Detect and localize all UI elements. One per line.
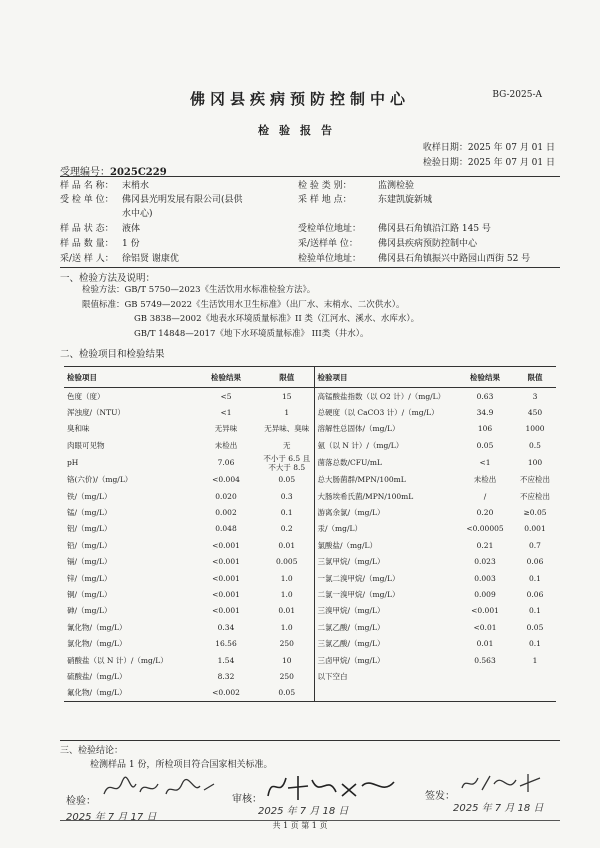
table-row: [64, 472, 556, 488]
info-key: 检验单位地址：: [298, 254, 362, 264]
item-limit: 不小于 6.5 且不大于 8.5: [263, 453, 311, 472]
tester-date: 2025 年 7 月 17 日: [66, 812, 157, 823]
item-result: 0.048: [215, 524, 237, 534]
item-result: 0.563: [474, 655, 496, 665]
item-name: 汞/（mg/L）: [314, 521, 456, 537]
item-name: 臭和味: [67, 424, 90, 434]
item-name: 锌/（mg/L）: [67, 573, 112, 583]
item-limit: 450: [527, 408, 543, 418]
item-name: 铜/（mg/L）: [67, 589, 112, 599]
item-name: 高锰酸盐指数（以 O2 计）/（mg/L）: [314, 388, 456, 405]
table-row: [64, 421, 556, 437]
item-result: <0.001: [212, 540, 240, 550]
item-name: [314, 685, 456, 702]
item-limit: 0.3: [280, 491, 293, 501]
info-value: 1 份: [122, 239, 140, 249]
item-result: 106: [477, 424, 493, 434]
item-limit: 0.1: [280, 508, 293, 518]
info-value: 佛冈县光明发展有限公司(县供: [122, 195, 243, 205]
item-name: 镉/（mg/L）: [67, 557, 112, 567]
item-limit: 不应检出: [520, 475, 550, 485]
item-limit: 0.06: [526, 589, 544, 599]
item-result: 1.54: [217, 655, 235, 665]
reviewer-signature: [262, 770, 402, 802]
item-limit: 0.7: [529, 540, 541, 550]
item-limit: 0.001: [524, 524, 546, 534]
info-key: 受 检 单 位：: [60, 195, 114, 205]
item-limit: 0.1: [529, 606, 541, 616]
table-row: [64, 586, 556, 602]
item-result: 0.01: [476, 639, 494, 649]
item-name: 铁/（mg/L）: [67, 491, 112, 501]
item-result: <5: [220, 391, 232, 401]
item-name: 氯酸盐/（mg/L）: [314, 537, 456, 553]
item-result: [456, 668, 514, 684]
info-key: 采/送样单 位：: [298, 239, 358, 249]
item-limit: 100: [527, 458, 543, 468]
item-name: 三氯甲烷/（mg/L）: [314, 554, 456, 570]
item-limit: 0.2: [280, 524, 293, 534]
table-row: [64, 537, 556, 553]
item-result: 0.21: [476, 540, 494, 550]
methods-heading: 一、检验方法及说明：: [60, 273, 156, 284]
table-row: [64, 685, 556, 702]
item-result: 未检出: [473, 475, 497, 485]
method-text: GB 5749—2022《生活饮用水卫生标准》（出厂水、末梢水、二次供水）。: [124, 299, 405, 310]
table-row: [64, 454, 556, 472]
item-limit: 0.1: [529, 573, 541, 583]
table-row: [64, 652, 556, 668]
col-header: 检验项目: [64, 367, 192, 388]
item-result: <0.001: [212, 573, 240, 583]
info-key: 检 验 类 别：: [298, 181, 352, 191]
item-result: 8.32: [217, 671, 235, 681]
col-header: 检验结果: [456, 367, 514, 388]
table-row: [64, 488, 556, 504]
item-name: 铝/（mg/L）: [67, 524, 112, 534]
accept-value: 2025C229: [110, 167, 167, 178]
results-table: [64, 366, 556, 702]
table-row: [64, 635, 556, 651]
item-name: 一氯二溴甲烷/（mg/L）: [314, 570, 456, 586]
approver-label: 签发：: [425, 791, 455, 802]
col-header: 限值: [514, 367, 556, 388]
item-name: 溶解性总固体/（mg/L）: [314, 421, 456, 437]
table-row: [64, 388, 556, 405]
divider-results: [60, 740, 560, 741]
item-limit: 0.005: [276, 557, 298, 567]
table-row: [64, 619, 556, 635]
info-value: 东建凯旋新城: [378, 195, 433, 205]
approver-date: 2025 年 7 月 18 日: [453, 803, 544, 814]
date-block: [423, 141, 555, 171]
item-limit: 10: [281, 655, 292, 665]
info-value: 液体: [122, 224, 141, 234]
table-row: [64, 570, 556, 586]
item-result: 0.34: [217, 622, 235, 632]
item-result: 0.63: [476, 391, 494, 401]
item-name: 总大肠菌群/MPN/100mL: [314, 472, 456, 488]
item-limit: 0.5: [529, 440, 541, 450]
item-name: 氨（以 N 计）/（mg/L）: [314, 437, 456, 453]
item-name: 锰/（mg/L）: [67, 508, 112, 518]
item-limit: 无: [283, 440, 291, 450]
item-limit: 1.0: [280, 573, 293, 583]
item-limit: 0.01: [278, 540, 296, 550]
item-result: 无异味: [214, 424, 238, 434]
method-text: GB/T 14848—2017《地下水环境质量标准》 III类（井水）。: [134, 328, 369, 339]
item-result: 16.56: [215, 639, 237, 649]
item-result: 0.023: [474, 557, 496, 567]
info-key: 受检单位地址：: [298, 224, 362, 234]
info-value: 监测检验: [378, 181, 415, 191]
item-name: 肉眼可见物: [67, 440, 105, 450]
item-result: <0.01: [473, 622, 497, 632]
item-name: 以下空白: [314, 668, 456, 684]
item-limit: 0.1: [529, 639, 541, 649]
item-name: 三氯乙酸/（mg/L）: [314, 635, 456, 651]
item-result: 0.020: [215, 491, 237, 501]
reviewer-date: 2025 年 7 月 18 日: [258, 806, 349, 817]
item-name: pH: [67, 458, 79, 468]
item-limit: [514, 668, 556, 684]
reviewer-label: 审核：: [232, 794, 262, 805]
item-name: 游离余氯/（mg/L）: [314, 504, 456, 520]
divider-info: [60, 267, 560, 268]
table-row: [64, 521, 556, 537]
item-name: 二氯乙酸/（mg/L）: [314, 619, 456, 635]
item-name: 菌落总数/CFU/mL: [314, 454, 456, 472]
approver-sign: [425, 787, 455, 802]
item-result: <0.002: [212, 688, 240, 698]
item-result: <0.001: [212, 589, 240, 599]
item-result: <0.001: [471, 606, 499, 616]
item-name: 氟化物/（mg/L）: [67, 688, 127, 698]
info-key: 采 样 地 点：: [298, 195, 352, 205]
table-row: [64, 603, 556, 619]
item-result: <0.001: [212, 606, 240, 616]
item-limit: 0.05: [526, 622, 544, 632]
item-name: 砷/（mg/L）: [67, 606, 112, 616]
info-key: 样 品 状 态：: [60, 224, 114, 234]
tester-label: 检验：: [66, 796, 96, 807]
item-limit: 3: [532, 391, 538, 401]
info-key: 样 品 数 量：: [60, 239, 114, 249]
item-name: 氯化物/（mg/L）: [67, 639, 127, 649]
info-value: 佛冈县疾病预防控制中心: [378, 239, 478, 249]
info-value: 佛冈县石角镇沿江路 145 号: [378, 224, 491, 234]
item-limit: 250: [279, 671, 294, 681]
item-limit: 无异味、臭味: [264, 424, 310, 434]
item-result: <0.004: [212, 475, 240, 485]
item-result: 34.9: [476, 408, 494, 418]
item-result: <0.001: [212, 557, 240, 567]
item-name: 硫酸盐/（mg/L）: [67, 671, 127, 681]
approver-signature: [458, 768, 548, 796]
item-name: 浑浊度/（NTU）: [67, 408, 125, 418]
info-key: 采/送 样 人：: [60, 254, 114, 264]
item-result: 未检出: [214, 440, 238, 450]
table-row: [64, 404, 556, 420]
item-name: 三卤甲烷/（mg/L）: [314, 652, 456, 668]
received-date: 收样日期：2025 年 07 月 01 日: [422, 143, 555, 153]
conclusion-text: 检测样品 1 份，所检项目符合国家相关标准。: [90, 760, 273, 770]
tester-signature: [100, 772, 220, 802]
info-value: 徐铝贤 谢康优: [122, 254, 179, 264]
item-name: 色度（度）: [67, 391, 105, 401]
results-heading: 二、检验项目和检验结果: [60, 349, 165, 360]
item-limit: 0.06: [526, 557, 544, 567]
item-result: 7.06: [217, 458, 235, 468]
item-limit: 1000: [525, 424, 545, 434]
table-row: [64, 504, 556, 520]
item-result: 0.003: [474, 573, 496, 583]
page-number: 共 1 页 第 1 页: [272, 821, 328, 830]
item-limit: [514, 685, 556, 702]
item-limit: 250: [279, 639, 294, 649]
info-value: 佛冈县石角镇振兴中路园山西街 52 号: [378, 254, 531, 264]
item-result: [456, 685, 514, 702]
item-result: 0.009: [474, 589, 496, 599]
item-name: 三溴甲烷/（mg/L）: [314, 603, 456, 619]
item-name: 大肠埃希氏菌/MPN/100mL: [314, 488, 456, 504]
item-limit: 0.05: [278, 688, 296, 698]
method-text: GB 3838—2002《地表水环境质量标准》II 类（江河水、溪水、水库水）。: [134, 314, 420, 324]
report-code: BG-2025-A: [492, 90, 542, 100]
tester-sign: [66, 792, 96, 807]
item-name: 二氯一溴甲烷/（mg/L）: [314, 586, 456, 602]
item-result: 0.002: [215, 508, 237, 518]
col-header: 检验项目: [314, 367, 456, 388]
item-limit: ≥0.05: [523, 508, 547, 518]
report-subtitle: 检验报告: [258, 124, 342, 137]
info-value: 水中心): [122, 209, 153, 219]
info-key: 样 品 名 称：: [60, 181, 114, 191]
item-result: <1: [479, 458, 491, 468]
accept-label: 受理编号：: [60, 167, 110, 178]
item-limit: 1.0: [280, 589, 293, 599]
table-row: [64, 554, 556, 570]
conclusion-heading: 三、检验结论：: [60, 746, 124, 756]
item-limit: 1: [532, 655, 538, 665]
item-limit: 15: [281, 391, 292, 401]
divider-top: [60, 176, 560, 177]
test-date: 检验日期：2025 年 07 月 01 日: [422, 158, 555, 168]
item-result: 0.20: [476, 508, 494, 518]
table-row: [64, 668, 556, 684]
item-result: <0.00005: [466, 524, 504, 534]
item-limit: 0.01: [278, 606, 296, 616]
info-value: 末梢水: [122, 181, 150, 191]
item-limit: 1.0: [280, 622, 293, 632]
methods-block: [82, 283, 419, 341]
col-header: 检验结果: [192, 367, 260, 388]
item-name: 总硬度（以 CaCO3 计）/（mg/L）: [314, 404, 456, 420]
item-name: 铬(六价)/（mg/L）: [67, 475, 133, 485]
method-label: 限值标准：: [82, 299, 125, 310]
table-header-row: [64, 367, 556, 388]
method-label: 检验方法：: [82, 285, 125, 295]
org-title: 佛冈县疾病预防控制中心: [189, 90, 410, 108]
item-result: <1: [220, 408, 232, 418]
item-limit: 0.05: [278, 475, 296, 485]
item-name: 铅/（mg/L）: [67, 540, 112, 550]
item-name: 硝酸盐（以 N 计）/（mg/L）: [67, 655, 168, 665]
method-text: GB/T 5750—2023《生活饮用水标准检验方法》。: [124, 285, 316, 295]
item-limit: 1: [284, 408, 290, 418]
item-name: 氰化物/（mg/L）: [67, 622, 127, 632]
item-limit: 不应检出: [520, 491, 550, 501]
col-header: 限值: [260, 367, 314, 388]
item-result: 0.05: [476, 440, 494, 450]
item-result: /: [483, 491, 487, 501]
table-row: [64, 437, 556, 453]
